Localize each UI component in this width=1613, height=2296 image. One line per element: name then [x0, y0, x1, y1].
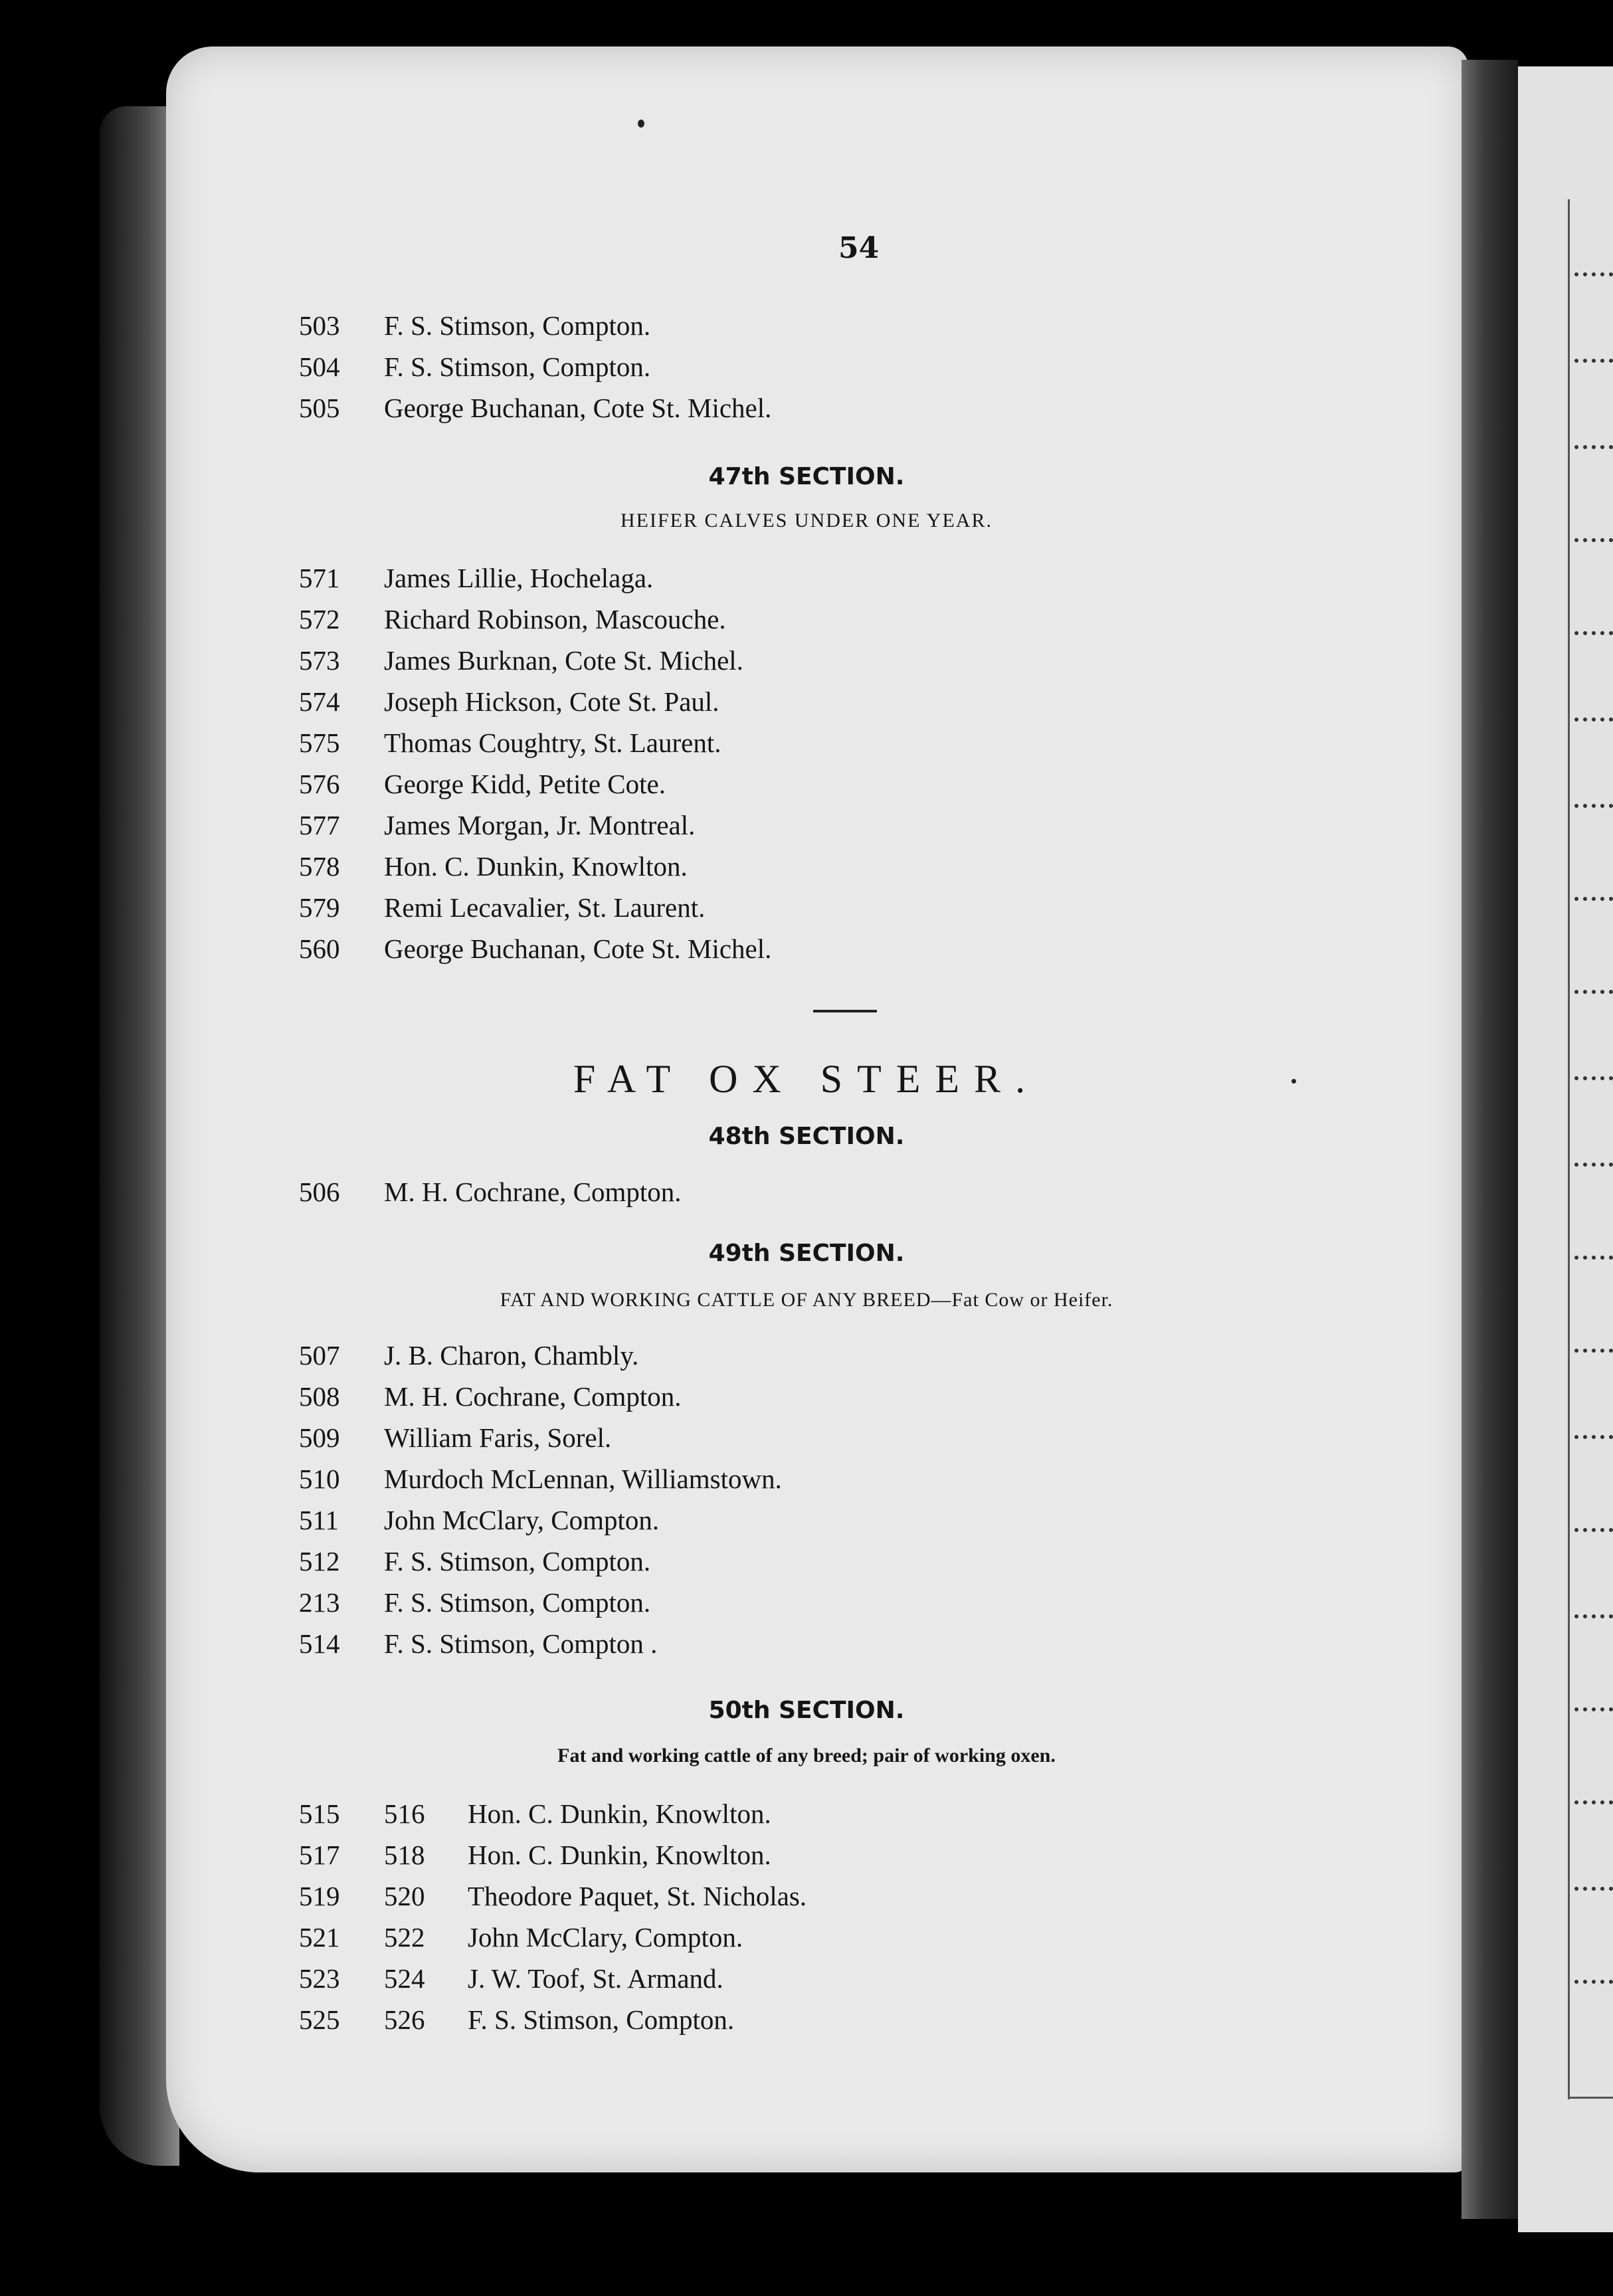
entry-number: 571	[299, 563, 340, 593]
entry-text: Hon. C. Dunkin, Knowlton.	[384, 851, 688, 882]
entry-number: 507	[299, 1340, 340, 1371]
leader-dots	[1574, 624, 1613, 635]
entry-text: F. S. Stimson, Compton.	[384, 1587, 651, 1618]
entry-number: 511	[299, 1505, 339, 1535]
entry-text: James Burknan, Cote St. Michel.	[384, 645, 743, 676]
leader-dots	[1574, 1794, 1613, 1804]
entry-text: Joseph Hickson, Cote St. Paul.	[384, 686, 719, 717]
section-heading: 50th SECTION.	[708, 1697, 905, 1724]
entry-number: 572	[299, 604, 340, 634]
entry-number: 525	[299, 2004, 340, 2035]
entry-text: F. S. Stimson, Compton.	[468, 2004, 735, 2035]
entry-number: 521	[299, 1922, 340, 1953]
entry-text: George Buchanan, Cote St. Michel.	[384, 393, 772, 423]
entry-text: William Faris, Sorel.	[384, 1422, 612, 1453]
entry-text: F. S. Stimson, Compton.	[384, 351, 651, 382]
leader-dots	[1574, 711, 1613, 721]
entry-number: 517	[299, 1840, 340, 1870]
leader-dots	[1574, 266, 1613, 276]
entry-text: F. S. Stimson, Compton.	[384, 310, 651, 341]
entry-text: Murdoch McLennan, Williamstown.	[384, 1464, 782, 1494]
fat-ox-title: FAT OX STEER.	[573, 1057, 1040, 1101]
entry-number: 514	[299, 1628, 340, 1659]
leader-dots	[1574, 1342, 1613, 1353]
entry-number: 508	[299, 1381, 340, 1412]
entry-number: 503	[299, 310, 340, 341]
entry-text: F. S. Stimson, Compton.	[384, 1546, 651, 1577]
section-heading: 48th SECTION.	[708, 1123, 905, 1150]
section-subheading: HEIFER CALVES UNDER ONE YEAR.	[620, 510, 993, 531]
leader-dots	[1574, 1428, 1613, 1439]
entry-text: George Buchanan, Cote St. Michel.	[384, 933, 772, 964]
leader-dots	[1574, 1156, 1613, 1167]
entry-number-second: 518	[384, 1840, 425, 1870]
ink-speck	[638, 120, 644, 128]
entry-text: J. B. Charon, Chambly.	[384, 1340, 639, 1371]
entry-text: Theodore Paquet, St. Nicholas.	[468, 1881, 807, 1911]
entry-number-second: 524	[384, 1963, 425, 1994]
entry-text: Thomas Coughtry, St. Laurent.	[384, 727, 721, 758]
section-subheading: FAT AND WORKING CATTLE OF ANY BREED—Fat Cow or Heifer.	[500, 1289, 1113, 1311]
leader-dots	[1574, 983, 1613, 994]
entry-text: George Kidd, Petite Cote.	[384, 769, 666, 799]
entry-number: 515	[299, 1798, 340, 1829]
leader-dots	[1574, 352, 1613, 363]
entry-text: Hon. C. Dunkin, Knowlton.	[468, 1798, 771, 1829]
entry-number: 576	[299, 769, 340, 799]
section-subheading: Fat and working cattle of any breed; pair of working oxen.	[557, 1745, 1056, 1767]
entry-text: J. W. Toof, St. Armand.	[468, 1963, 723, 1994]
entry-number: 523	[299, 1963, 340, 1994]
divider	[813, 1010, 877, 1012]
leader-dots	[1574, 890, 1613, 901]
leader-dots	[1574, 797, 1613, 808]
entry-text: John McClary, Compton.	[384, 1505, 660, 1535]
section-heading: 47th SECTION.	[708, 463, 905, 490]
entry-text: F. S. Stimson, Compton .	[384, 1628, 658, 1659]
entry-text: James Morgan, Jr. Montreal.	[384, 810, 696, 840]
leader-dots	[1574, 1973, 1613, 1984]
entry-number: 575	[299, 727, 340, 758]
page-number: 54	[838, 231, 880, 265]
entry-number-second: 526	[384, 2004, 425, 2035]
section-heading: 49th SECTION.	[708, 1240, 905, 1267]
book-page	[166, 47, 1468, 2172]
entry-number: 578	[299, 851, 340, 882]
entry-number: 512	[299, 1546, 340, 1577]
entry-number: 579	[299, 892, 340, 923]
entry-text: Richard Robinson, Mascouche.	[384, 604, 726, 634]
facing-page-bottom-rule	[1568, 2097, 1613, 2099]
entry-number-second: 522	[384, 1922, 425, 1953]
entry-number: 519	[299, 1881, 340, 1911]
entry-number: 573	[299, 645, 340, 676]
entry-number: 510	[299, 1464, 340, 1494]
entry-number: 577	[299, 810, 340, 840]
leader-dots	[1574, 1880, 1613, 1891]
entry-number: 504	[299, 351, 340, 382]
entry-text: John McClary, Compton.	[468, 1922, 743, 1953]
entry-text: James Lillie, Hochelaga.	[384, 563, 654, 593]
entry-number: 505	[299, 393, 340, 423]
entry-number: 213	[299, 1587, 340, 1618]
leader-dots	[1574, 1608, 1613, 1618]
leader-dots	[1574, 531, 1613, 542]
entry-text: Remi Lecavalier, St. Laurent.	[384, 892, 706, 923]
entry-number: 560	[299, 933, 340, 964]
entry-text: M. H. Cochrane, Compton.	[384, 1177, 682, 1207]
entry-text: Hon. C. Dunkin, Knowlton.	[468, 1840, 771, 1870]
leader-dots	[1574, 1521, 1613, 1532]
entry-number: 574	[299, 686, 340, 717]
entry-number: 506	[299, 1177, 340, 1207]
entry-number-second: 520	[384, 1881, 425, 1911]
leader-dots	[1574, 438, 1613, 449]
entry-number: 509	[299, 1422, 340, 1453]
entry-number-second: 516	[384, 1798, 425, 1829]
entry-text: M. H. Cochrane, Compton.	[384, 1381, 682, 1412]
